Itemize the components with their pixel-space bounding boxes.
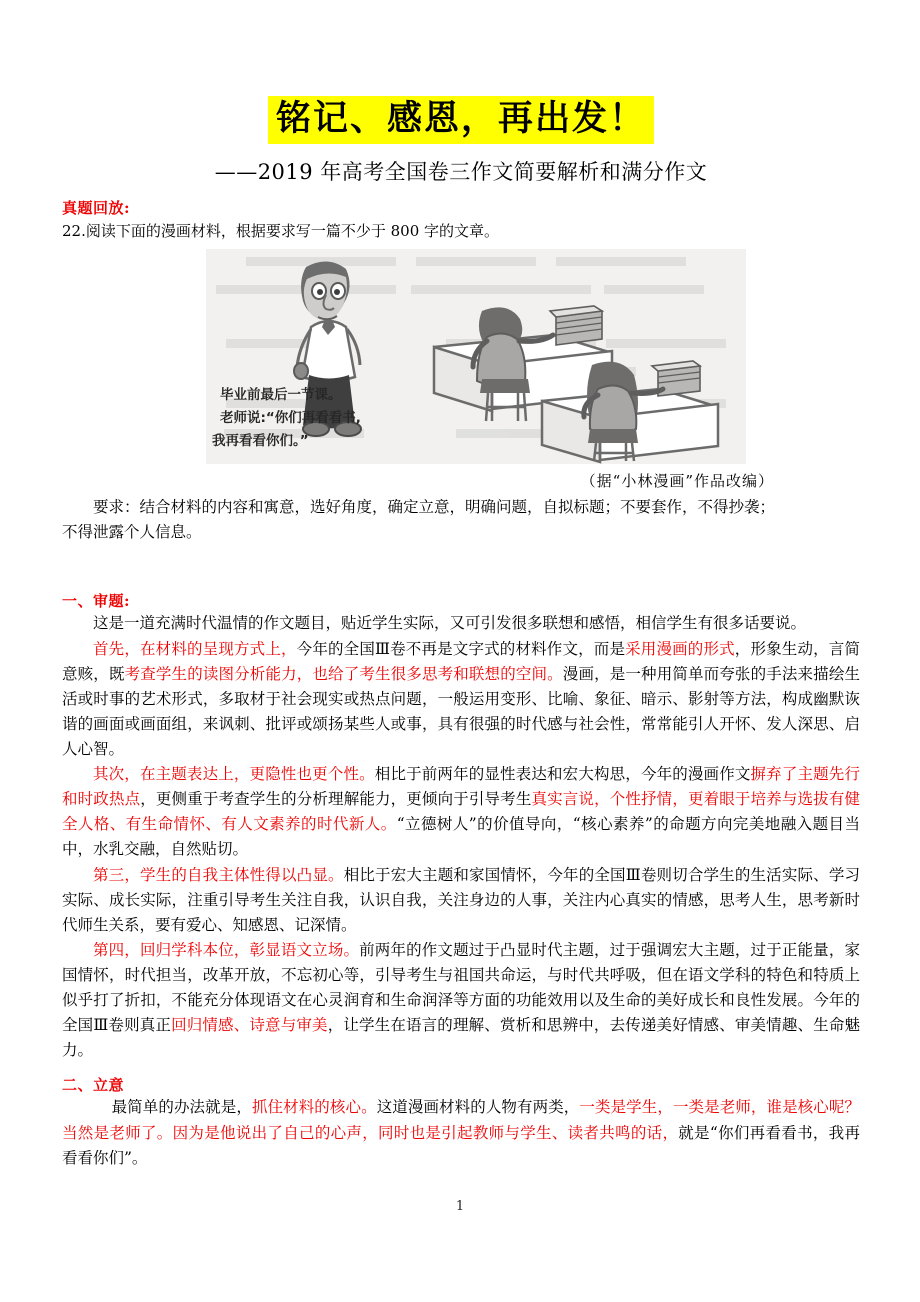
text-run: 回归情感、诗意与审美 [171, 1016, 328, 1035]
section-heading-prompt: 真题回放: [62, 199, 131, 218]
book-stack-left [550, 306, 602, 345]
text-run: ，让学生在语言的理解、赏析和思辨中，去传递美好情感、审美情趣、生命魅力。 [62, 1016, 860, 1060]
requirements-line-2: 不得泄露个人信息。 [62, 523, 202, 542]
analysis-point-2 [62, 762, 860, 862]
cartoon-illustration [206, 249, 746, 464]
text-run: 摒弃了主题先行和时政热点 [62, 765, 860, 809]
analysis-point-4 [62, 938, 860, 1064]
text-run: 第三，学生的自我主体性得以凸显。 [93, 865, 344, 884]
text-run: 今年的全国Ⅲ卷不再是文字式的材料作文，而是 [296, 639, 626, 658]
text-run: 相比于宏大主题和家国情怀，今年的全国Ⅲ卷则切合学生的生活实际、学习实际、成长实际，注重引导考生关注自我，认识自我，关注身边的人事，关注内心真实的情感，思考人生，思考新时代师生关系，要有爱心、知感恩、记深情。 [62, 865, 860, 934]
requirements-line-1: 要求：结合材料的内容和寓意，选好角度，确定立意，明确问题，自拟标题；不要套作，不得抄袭； [93, 498, 776, 517]
text-run: 一类是学生，一类是老师，谁是核心呢？当然是老师了。因为是他说出了自己的心声，同时也是引起教师与学生、读者共鸣的话， [62, 1098, 860, 1142]
text-run: 考查学生的读图分析能力，也给了考生很多思考和联想的空间。 [124, 664, 563, 683]
cartoon-credit: （据“小林漫画”作品改编） [580, 472, 774, 491]
text-run: ，形象生动，言简意赅，既 [62, 639, 860, 683]
text-run: 最简单的办法就是， [111, 1098, 252, 1117]
analysis-point-3 [62, 863, 860, 938]
text-run: 首先，在材料的呈现方式上， [93, 639, 297, 658]
cartoon-figure [62, 249, 860, 468]
prompt-question: 22.阅读下面的漫画材料，根据要求写一篇不少于 800 字的文章。 [62, 222, 500, 241]
text-run: 抓住材料的核心。 [251, 1098, 377, 1117]
svg-text:毕业前最后一节课。: 毕业前最后一节课。 [220, 387, 342, 404]
analysis-intro: 这是一道充满时代温情的作文题目，贴近学生实际，又可引发很多联想和感悟，相信学生有很多话要说。 [93, 614, 807, 633]
analysis-point-1 [62, 637, 860, 763]
section-heading-analysis: 一、审题: [62, 592, 131, 611]
text-run: 相比于前两年的显性表达和宏大构思，今年的漫画作文 [374, 765, 751, 784]
document-content [62, 0, 860, 1171]
conception-body [62, 1095, 860, 1170]
title-block [62, 96, 860, 144]
svg-text:老师说:“你们再看看书,: 老师说:“你们再看看书, [220, 410, 361, 427]
text-run: “立德树人”的价值导向，“核心素养”的命题方向完美地融入题目当中，水乳交融，自然贴切。 [62, 815, 860, 859]
page-title: 铭记、感恩，再出发！ [268, 96, 654, 144]
spacer [62, 545, 860, 579]
text-run: ，更侧重于考查学生的分析理解能力，更倾向于引导考生 [140, 790, 532, 809]
text-run: 前两年的作文题过于凸显时代主题，过于强调宏大主题，过于正能量，家国情怀，时代担当，改革开放，不忘初心等，引导考生与祖国共命运，与时代共呼吸，但在语文学科的特色和特质上似乎打了折扣，不能充分体现语文在心灵润育和生命润泽等方面的功能效用以及生命的美好成长和良性发展。今年的全国Ⅲ卷则真正 [62, 940, 860, 1035]
section-heading-conception: 二、立意 [62, 1076, 125, 1095]
svg-text:我再看看你们。”: 我再看看你们。” [212, 433, 309, 450]
page-subtitle: ——2019 年高考全国卷三作文简要解析和满分作文 [214, 160, 708, 185]
text-run: 就是“你们再看看书，我再看看你们”。 [62, 1123, 860, 1167]
cartoon-canvas [206, 249, 746, 464]
text-run: 漫画，是一种用简单而夸张的手法来描绘生活或时事的艺术形式，多取材于社会现实或热点问题，一般运用变形、比喻、象征、暗示、影射等方法，构成幽默诙谐的画面或画面组，来讽刺、批评或颂扬某些人或事，具有很强的时代感与社会性，常常能引人开怀、发人深思、启人心智。 [62, 664, 860, 759]
text-run: 第四，回归学科本位，彰显语文立场。 [93, 940, 360, 959]
text-run: 采用漫画的形式 [625, 639, 735, 658]
text-run: 真实言说，个性抒情，更着眼于培养与选拔有健全人格、有生命情怀、有人文素养的时代新人。 [62, 790, 860, 834]
text-run: 这道漫画材料的人物有两类， [376, 1098, 580, 1117]
requirements-block [62, 495, 860, 545]
page-number: 1 [455, 1199, 465, 1214]
text-run: 其次，在主题表达上，更隐性也更个性。 [93, 765, 375, 784]
